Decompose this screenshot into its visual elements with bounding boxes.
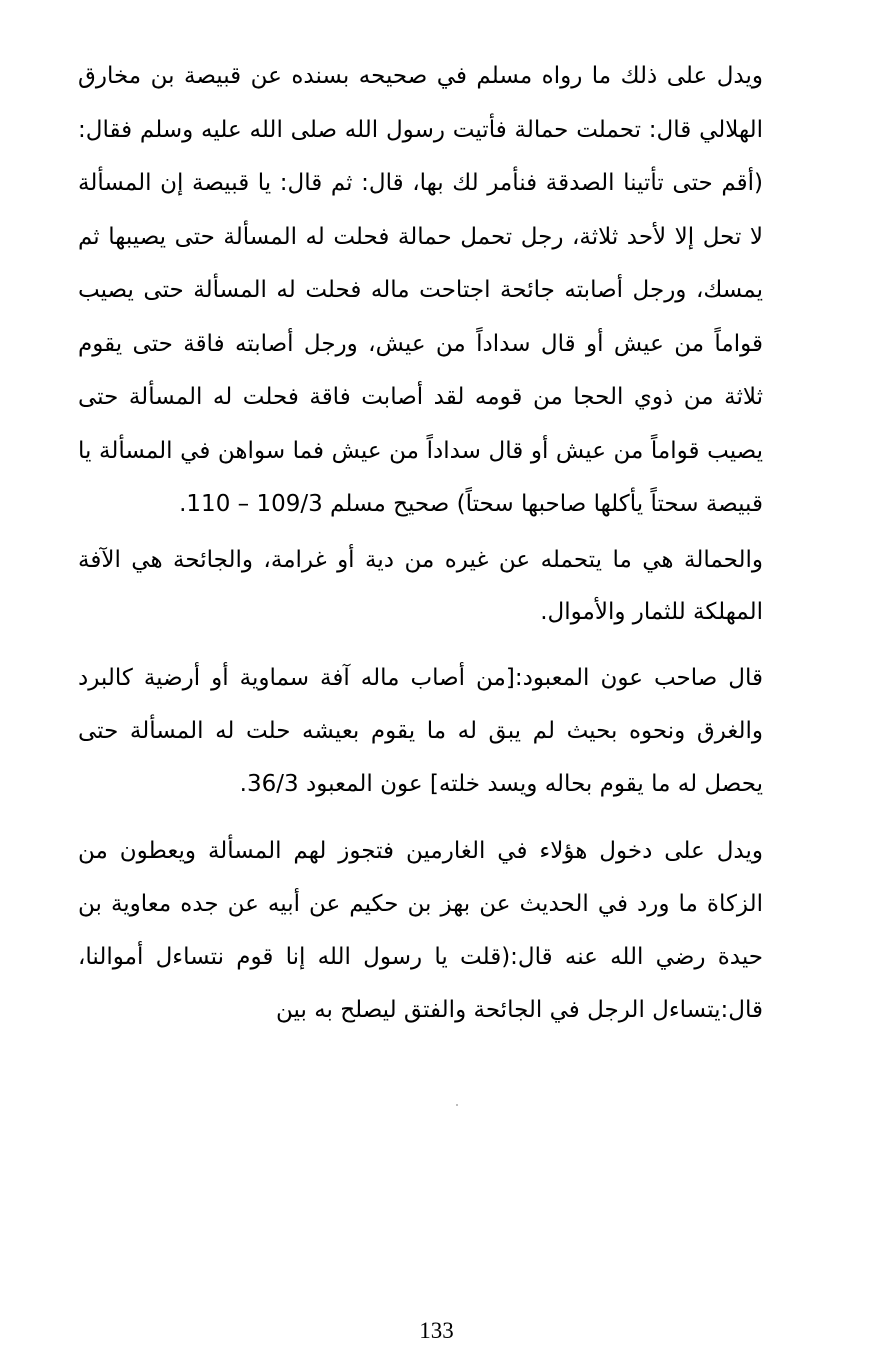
scan-speck	[456, 1104, 458, 1106]
paragraph-bahz-hadith: ويدل على دخول هؤلاء في الغارمين فتجوز لهم المسألة ويعطون من الزكاة ما ورد في الحديث عن بهز بن حكيم عن أبيه عن جده معاوية بن حيدة رضي الله عنه قال:(قلت يا رسول الله إنا قوم نتساءل أموالنا، قال:يتساءل الرجل في الجائحة والفتق ليصلح به بين	[78, 837, 763, 1023]
page-body	[78, 50, 763, 1037]
page-number: 133	[419, 1318, 454, 1343]
paragraph-awn-al-mabud-quote: قال صاحب عون المعبود:[من أصاب ماله آفة سماوية أو أرضية كالبرد والغرق ونحوه بحيث لم يبق له ما يقوم بعيشه حلت له المسألة حتى يحصل له ما يقوم بحاله ويسد خلته] عون المعبود 36/3.	[78, 664, 763, 797]
paragraph-definitions: والحمالة هي ما يتحمله عن غيره من دية أو غرامة، والجائحة هي الآفة المهلكة للثمار والأموال.	[78, 546, 763, 625]
paragraph-hadith-qabisa: ويدل على ذلك ما رواه مسلم في صحيحه بسنده عن قبيصة بن مخارق الهلالي قال: تحملت حمالة فأتيت رسول الله صلى الله عليه وسلم فقال:(أقم حتى تأتينا الصدقة فنأمر لك بها، قال: ثم قال: يا قبيصة إن المسألة لا تحل إلا لأحد ثلاثة، رجل تحمل حمالة فحلت له المسألة حتى يصيبها ثم يمسك، ورجل أصابته جائحة اجتاحت ماله فحلت له المسألة حتى يصيب قواماً من عيش أو قال سداداً من عيش، ورجل أصابته فاقة حتى يقوم ثلاثة من ذوي الحجا من قومه لقد أصابت فاقة فحلت له المسألة حتى يصيب قواماً من عيش أو قال سداداً من عيش فما سواهن في المسألة يا قبيصة سحتاً يأكلها صاحبها سحتاً) صحيح مسلم 109/3 – 110.	[78, 63, 763, 517]
